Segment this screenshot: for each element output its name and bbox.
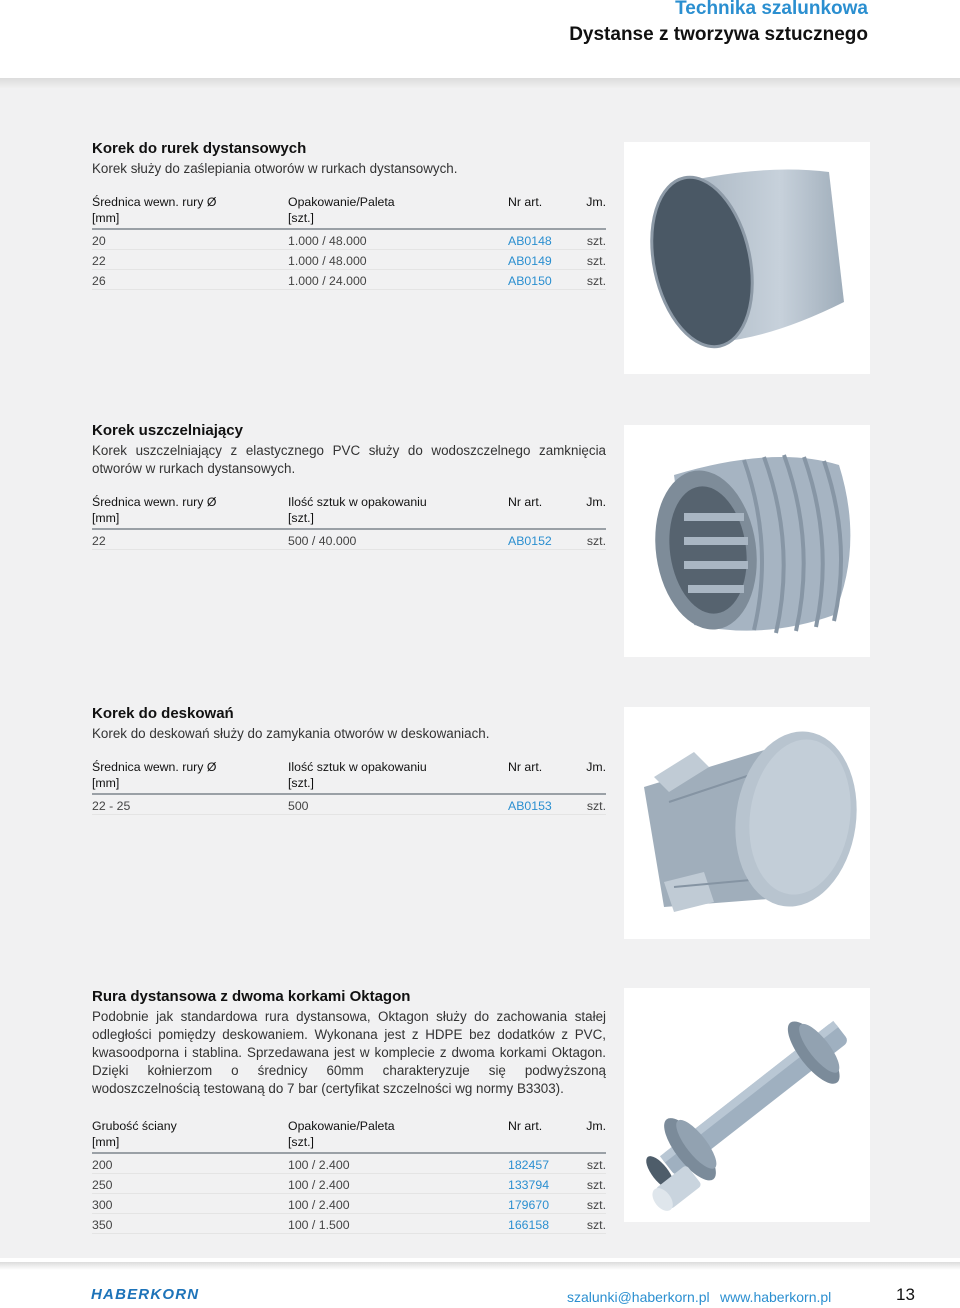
page-title: Dystanse z tworzywa sztucznego xyxy=(569,24,868,45)
product-image-plug xyxy=(624,142,870,374)
table-cell: 22 - 25 xyxy=(92,794,288,815)
table-header-row xyxy=(92,759,606,794)
column-header: Nr art. xyxy=(508,759,568,794)
table-header-row xyxy=(92,194,606,229)
column-header: Opakowanie/Paleta [szt.] xyxy=(288,1118,508,1153)
section-title: Korek do deskowań xyxy=(92,705,234,722)
table-row xyxy=(92,529,606,550)
sealing-plug-illustration xyxy=(624,425,870,657)
table-cell: szt. xyxy=(568,250,606,270)
article-number: AB0152 xyxy=(508,529,568,550)
table-row xyxy=(92,1174,606,1194)
table-cell: 300 xyxy=(92,1194,288,1214)
table-cell: szt. xyxy=(568,1194,606,1214)
table-cell: 350 xyxy=(92,1214,288,1234)
table-row xyxy=(92,1214,606,1234)
product-table xyxy=(92,759,606,815)
column-header: Jm. xyxy=(568,1118,606,1153)
table-cell: 22 xyxy=(92,250,288,270)
table-cell: 100 / 1.500 xyxy=(288,1214,508,1234)
table-cell: 100 / 2.400 xyxy=(288,1153,508,1174)
column-header: Średnica wewn. rury Ø [mm] xyxy=(92,759,288,794)
footer-divider xyxy=(0,1262,960,1270)
product-table xyxy=(92,1118,606,1234)
formwork-plug-illustration xyxy=(624,707,870,939)
column-header: Średnica wewn. rury Ø [mm] xyxy=(92,494,288,529)
column-header: Jm. xyxy=(568,194,606,229)
section-description: Podobnie jak standardowa rura dystansowa, Oktagon służy do zachowania stałej odległości pomiędzy deskowaniem. Wykonana jest z HDPE bez dodatków z PVC, kwasoodporna i stablina. Sprzedawana jest w komplecie z dwoma korkami Oktagon. Dzięki kołnierzom o średnicy 60mm charakteryzuje się podwyższoną wodoszczelnością testowaną do 7 bar (certyfikat szczelności wg normy B3303). xyxy=(92,1009,606,1096)
section-korek-deskowan xyxy=(92,705,606,815)
table-cell: szt. xyxy=(568,794,606,815)
category-title: Technika szalunkowa xyxy=(675,0,868,19)
company-logo: HABERKORN xyxy=(91,1286,200,1303)
column-header: Średnica wewn. rury Ø [mm] xyxy=(92,194,288,229)
section-rura-oktagon xyxy=(92,988,606,1234)
page-footer xyxy=(0,1262,960,1308)
product-table xyxy=(92,494,606,550)
table-row xyxy=(92,250,606,270)
table-cell: 22 xyxy=(92,529,288,550)
table-cell: 1.000 / 24.000 xyxy=(288,270,508,290)
product-image-sealing-plug xyxy=(624,425,870,657)
page-number: 13 xyxy=(896,1285,915,1304)
column-header: Grubość ściany [mm] xyxy=(92,1118,288,1153)
table-cell: 100 / 2.400 xyxy=(288,1194,508,1214)
table-header-row xyxy=(92,494,606,529)
table-cell: 500 / 40.000 xyxy=(288,529,508,550)
section-description: Korek do deskowań służy do zamykania otworów w deskowaniach. xyxy=(92,726,490,741)
column-header: Nr art. xyxy=(508,194,568,229)
column-header: Ilość sztuk w opakowaniu [szt.] xyxy=(288,759,508,794)
table-cell: 100 / 2.400 xyxy=(288,1174,508,1194)
section-description: Korek służy do zaślepiania otworów w rurkach dystansowych. xyxy=(92,161,458,176)
table-cell: szt. xyxy=(568,229,606,250)
table-cell: 200 xyxy=(92,1153,288,1174)
article-number: AB0150 xyxy=(508,270,568,290)
table-header-row xyxy=(92,1118,606,1153)
article-number: AB0148 xyxy=(508,229,568,250)
table-cell: 26 xyxy=(92,270,288,290)
email-link[interactable]: szalunki@haberkorn.pl xyxy=(567,1289,710,1305)
table-row xyxy=(92,229,606,250)
table-cell: 1.000 / 48.000 xyxy=(288,250,508,270)
table-cell: szt. xyxy=(568,529,606,550)
article-number: AB0149 xyxy=(508,250,568,270)
column-header: Ilość sztuk w opakowaniu [szt.] xyxy=(288,494,508,529)
column-header: Jm. xyxy=(568,494,606,529)
column-header: Jm. xyxy=(568,759,606,794)
table-row xyxy=(92,1194,606,1214)
article-number: 133794 xyxy=(508,1174,568,1194)
table-cell: 250 xyxy=(92,1174,288,1194)
column-header: Nr art. xyxy=(508,1118,568,1153)
plug-illustration xyxy=(624,142,870,374)
header-divider xyxy=(0,78,960,88)
table-cell: 1.000 / 48.000 xyxy=(288,229,508,250)
product-image-formwork-plug xyxy=(624,707,870,939)
oktagon-pipe-illustration xyxy=(624,988,870,1222)
page-header xyxy=(0,0,960,82)
article-number: AB0153 xyxy=(508,794,568,815)
section-korek-uszczelniajacy xyxy=(92,422,606,550)
product-image-oktagon xyxy=(624,988,870,1222)
table-cell: szt. xyxy=(568,1214,606,1234)
section-korek-rurek xyxy=(92,140,606,290)
article-number: 166158 xyxy=(508,1214,568,1234)
section-description: Korek uszczelniający z elastycznego PVC służy do wodoszczelnego zamknięcia otworów w rurkach dystansowych. xyxy=(92,443,606,476)
website-link[interactable]: www.haberkorn.pl xyxy=(720,1289,832,1305)
product-table xyxy=(92,194,606,290)
article-number: 182457 xyxy=(508,1153,568,1174)
table-row xyxy=(92,794,606,815)
table-cell: szt. xyxy=(568,1153,606,1174)
table-row xyxy=(92,1153,606,1174)
column-header: Opakowanie/Paleta [szt.] xyxy=(288,194,508,229)
table-row xyxy=(92,270,606,290)
table-cell: szt. xyxy=(568,1174,606,1194)
table-cell: 500 xyxy=(288,794,508,815)
section-title: Rura dystansowa z dwoma korkami Oktagon xyxy=(92,988,411,1005)
article-number: 179670 xyxy=(508,1194,568,1214)
table-cell: 20 xyxy=(92,229,288,250)
table-cell: szt. xyxy=(568,270,606,290)
section-title: Korek do rurek dystansowych xyxy=(92,140,307,157)
content-area xyxy=(0,88,960,1258)
section-title: Korek uszczelniający xyxy=(92,422,243,439)
column-header: Nr art. xyxy=(508,494,568,529)
